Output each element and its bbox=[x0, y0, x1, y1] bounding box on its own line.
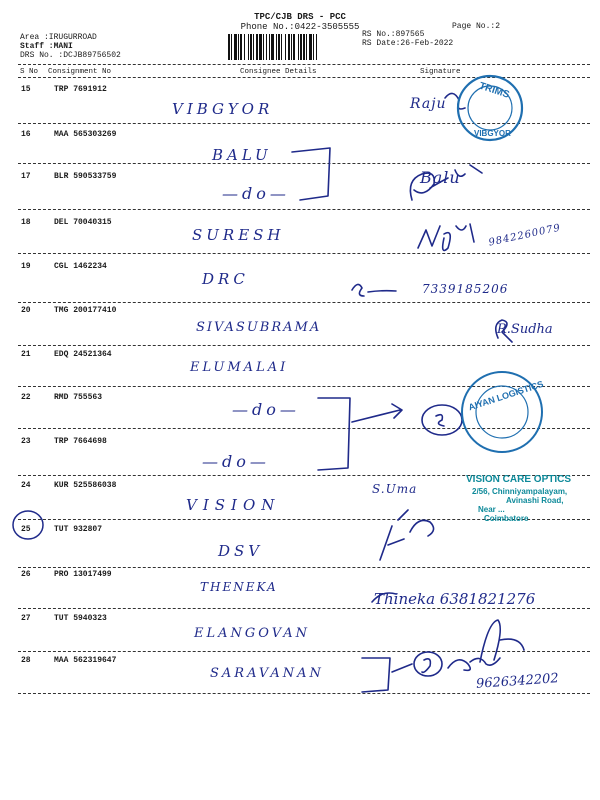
row-17-consignment: BLR 590533759 bbox=[54, 172, 117, 181]
row-25-consignment: TUT 932807 bbox=[54, 525, 103, 534]
barcode-bar bbox=[228, 34, 230, 60]
col-consignee: Consignee Details bbox=[240, 68, 317, 76]
digit-3 bbox=[436, 415, 444, 426]
drs-number: DRS No. :DCJB89756502 bbox=[20, 51, 121, 60]
row-21-sno: 21 bbox=[21, 350, 31, 359]
row-17-consignee: —do— bbox=[222, 184, 290, 203]
staff-label: Staff :MANI bbox=[20, 42, 73, 51]
row-27-sno: 27 bbox=[21, 614, 31, 623]
row-24-signature: S.Uma bbox=[372, 482, 418, 496]
col-consignment: Consignment No bbox=[48, 68, 112, 76]
barcode-bar bbox=[250, 34, 252, 60]
row-18-sno: 18 bbox=[21, 218, 31, 227]
row-27-consignment: TUT 5940323 bbox=[54, 614, 107, 623]
bracket-16-17 bbox=[292, 148, 330, 200]
trims-stamp bbox=[448, 70, 532, 144]
barcode-bar bbox=[278, 34, 280, 60]
signature-scribble-28 bbox=[448, 658, 500, 670]
stamp-trims-text: TRIMS bbox=[477, 80, 511, 101]
row-15-signature: Raju bbox=[410, 96, 447, 112]
rs-number: RS No.:897565 bbox=[362, 30, 425, 39]
phone-number: Phone No.:0422-3505555 bbox=[240, 22, 360, 32]
row-15-consignment: TRP 7691912 bbox=[54, 85, 107, 94]
row-divider bbox=[18, 693, 590, 694]
barcode-bar bbox=[231, 34, 232, 60]
barcode-bar bbox=[248, 34, 249, 60]
arrow-22 bbox=[352, 404, 402, 422]
row-divider bbox=[18, 302, 590, 303]
row-26-consignment: PRO 13017499 bbox=[54, 570, 112, 579]
logistics-stamp bbox=[452, 366, 556, 462]
row-23-consignee: —do— bbox=[202, 452, 270, 471]
barcode-bar bbox=[244, 34, 245, 60]
barcode-bar bbox=[266, 34, 267, 60]
row-divider bbox=[18, 651, 590, 652]
rs-date: RS Date:26-Feb-2022 bbox=[362, 39, 454, 48]
row-28-sno: 28 bbox=[21, 656, 31, 665]
barcode-bar bbox=[293, 34, 295, 60]
row-28-consignee: SARAVANAN bbox=[210, 666, 324, 681]
row-23-sno: 23 bbox=[21, 437, 31, 446]
barcode-bar bbox=[234, 34, 237, 60]
circle-mark-25 bbox=[10, 508, 46, 542]
row-divider bbox=[18, 163, 590, 164]
barcode-bar bbox=[303, 34, 305, 60]
row-19-consignee: DRC bbox=[202, 270, 249, 288]
row-22-consignee: —do— bbox=[232, 400, 300, 419]
row-18-signature: 9842260079 bbox=[487, 222, 562, 249]
row-25-consignee: DSV bbox=[218, 542, 264, 560]
barcode-bar bbox=[306, 34, 307, 60]
barcode-bar bbox=[263, 34, 264, 60]
header-divider-top bbox=[18, 64, 590, 65]
signature-scribble-27 bbox=[480, 620, 524, 662]
row-17-sno: 17 bbox=[21, 172, 31, 181]
row-19-signature: 7339185206 bbox=[422, 282, 509, 296]
row-26-sno: 26 bbox=[21, 570, 31, 579]
barcode-bar bbox=[298, 34, 299, 60]
barcode bbox=[228, 34, 358, 60]
row-15-sno: 15 bbox=[21, 85, 31, 94]
row-20-sno: 20 bbox=[21, 306, 31, 315]
row-26-signature: Thineka 6381821276 bbox=[374, 590, 536, 608]
row-divider bbox=[18, 567, 590, 568]
barcode-bar bbox=[309, 34, 312, 60]
barcode-bar bbox=[285, 34, 286, 60]
row-21-consignee: ELUMALAI bbox=[190, 360, 289, 375]
barcode-bar bbox=[281, 34, 282, 60]
row-21-consignment: EDQ 24521364 bbox=[54, 350, 112, 359]
barcode-bar bbox=[276, 34, 277, 60]
page-number: Page No.:2 bbox=[452, 22, 501, 31]
vision-care-line3: Near ... bbox=[478, 505, 505, 514]
document-title: TPC/CJB DRS - PCC bbox=[254, 12, 346, 22]
row-19-sno: 19 bbox=[21, 262, 31, 271]
row-20-signature: R.Sudha bbox=[497, 322, 553, 337]
barcode-bar bbox=[291, 34, 292, 60]
barcode-bar bbox=[256, 34, 258, 60]
stamp-logistics-text: AIYAN LOGISTICS bbox=[467, 378, 545, 413]
row-22-sno: 22 bbox=[21, 393, 31, 402]
barcode-bar bbox=[313, 34, 314, 60]
row-23-consignment: TRP 7664698 bbox=[54, 437, 107, 446]
row-18-consignee: SURESH bbox=[192, 226, 285, 244]
row-25-sno: 25 bbox=[21, 525, 31, 534]
barcode-bar bbox=[238, 34, 239, 60]
barcode-bar bbox=[300, 34, 302, 60]
barcode-graphic bbox=[228, 34, 358, 60]
barcode-bar bbox=[240, 34, 242, 60]
row-27-consignee: ELANGOVAN bbox=[194, 626, 310, 641]
row-20-consignment: TMG 200177410 bbox=[54, 306, 117, 315]
row-divider bbox=[18, 253, 590, 254]
signature-scribble-18 bbox=[418, 224, 474, 250]
row-15-consignee: VIBGYOR bbox=[172, 100, 274, 118]
row-22-consignment: RMD 755563 bbox=[54, 393, 103, 402]
barcode-bar bbox=[316, 34, 317, 60]
row-24-consignee: VISION bbox=[186, 496, 281, 514]
col-sno: S No bbox=[20, 68, 39, 76]
row-26-consignee: THENEKA bbox=[200, 580, 278, 594]
row-18-consignment: DEL 70040315 bbox=[54, 218, 112, 227]
barcode-bar bbox=[288, 34, 290, 60]
row-24-consignment: KUR 525586038 bbox=[54, 481, 117, 490]
row-28-signature: 9626342202 bbox=[475, 671, 560, 692]
circled-number-28 bbox=[414, 652, 442, 676]
signature-scribble-19 bbox=[352, 284, 396, 296]
barcode-bar bbox=[259, 34, 262, 60]
row-divider bbox=[18, 209, 590, 210]
vision-care-line4: Coimbatore bbox=[484, 514, 529, 523]
row-24-sno: 24 bbox=[21, 481, 31, 490]
row-19-consignment: CGL 1462234 bbox=[54, 262, 107, 271]
barcode-bar bbox=[253, 34, 254, 60]
barcode-bar bbox=[271, 34, 274, 60]
row-28-consignment: MAA 562319647 bbox=[54, 656, 117, 665]
arrow-28 bbox=[392, 664, 412, 672]
row-16-sno: 16 bbox=[21, 130, 31, 139]
digit-9 bbox=[422, 659, 430, 673]
bracket-28 bbox=[362, 658, 390, 692]
row-17-signature: Balu bbox=[420, 168, 461, 187]
vision-care-line2: Avinashi Road, bbox=[506, 496, 564, 505]
vision-care-line1: 2/56, Chinniyampalayam, bbox=[472, 487, 568, 496]
barcode-bar bbox=[269, 34, 270, 60]
row-20-consignee: SIVASUBRAMA bbox=[196, 320, 322, 335]
bracket-21-23 bbox=[318, 398, 350, 470]
row-16-consignee: BALU bbox=[212, 146, 272, 164]
row-16-consignment: MAA 565303269 bbox=[54, 130, 117, 139]
stamp-vibgyor-text: VIBGYOR bbox=[474, 129, 511, 138]
row-divider bbox=[18, 608, 590, 609]
vision-care-stamp bbox=[466, 474, 596, 523]
col-signature: Signature bbox=[420, 68, 461, 76]
row-divider bbox=[18, 345, 590, 346]
vision-care-title: VISION CARE OPTICS bbox=[466, 474, 572, 485]
signature-scribble-25 bbox=[380, 510, 434, 560]
area-label: Area :IRUGURROAD bbox=[20, 33, 97, 42]
